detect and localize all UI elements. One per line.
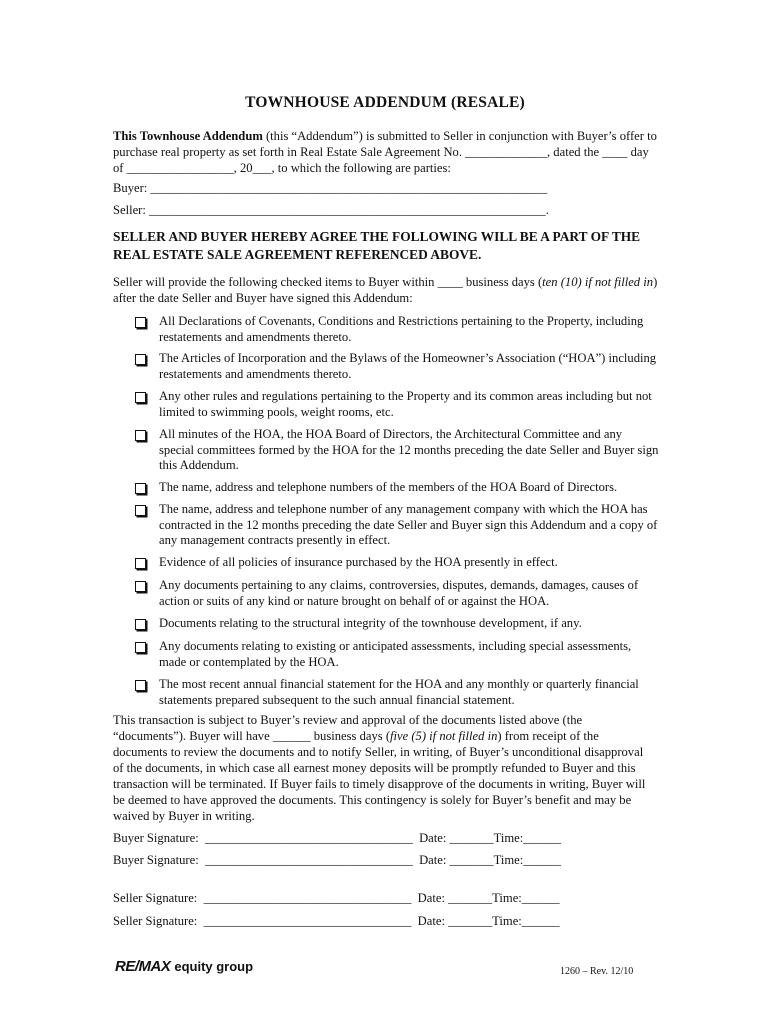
checkbox[interactable] (135, 581, 146, 592)
logo-brand: RE/MAX (115, 958, 171, 975)
checklist-item-text: Any documents relating to existing or anticipated assessments, including special assessments, made or contemplated by the HOA. (159, 639, 632, 669)
checklist-item-text: The most recent annual financial statement for the HOA and any monthly or quarterly financial statements prepared subsequent to the such annual financial statement. (159, 677, 639, 707)
checkbox[interactable] (135, 505, 146, 516)
checklist-item-text: Documents relating to the structural integrity of the townhouse development, if any. (159, 616, 582, 630)
contingency-paragraph (113, 712, 653, 824)
buyer-signature-line[interactable]: Buyer Signature: _________________________________ Date: _______Time:______ (113, 831, 561, 845)
checklist-item-text: The Articles of Incorporation and the Bylaws of the Homeowner’s Association (“HOA”) including restatements and amendments thereto. (159, 351, 657, 381)
checklist-item-text: All Declarations of Covenants, Conditions and Restrictions pertaining to the Property, including restatements and amendments thereto. (159, 314, 644, 344)
revision-label: 1260 – Rev. 12/10 (560, 966, 634, 977)
checkbox[interactable] (135, 558, 146, 569)
checklist-item-text: Any documents pertaining to any claims, controversies, disputes, demands, damages, causes of action or suits of any kind or nature brought on behalf of or against the HOA. (159, 578, 639, 608)
seller-signature-line[interactable]: Seller Signature: _________________________________ Date: _______Time:______ (113, 914, 560, 928)
remax-logo (115, 958, 253, 975)
checkbox[interactable] (135, 619, 146, 630)
checklist-item-text: The name, address and telephone number of any management company with which the HOA has contracted in the 12 months preceding the date Seller and Buyer sign this Addendum and a copy of any management contracts presently in effect. (159, 502, 658, 548)
provide-pre: Seller will provide the following checked items to Buyer within ____ business days ( (113, 275, 543, 289)
contingency-post: ) from receipt of the documents to review the documents and to notify Seller, in writing, of Buyer’s unconditional disapproval of the documents, in which case all earnest money deposits will be promptly refunded to Buyer and this transaction will be terminated. If Buyer fails to timely disapprove of the documents in writing, Buyer will be deemed to have approved the documents. This contingency is solely for Buyer’s benefit and may be waived by Buyer in writing. (113, 729, 646, 823)
provide-italic: ten (10) if not filled in (542, 275, 654, 289)
checklist-item-text: Any other rules and regulations pertaining to the Property and its common areas including but not limited to swimming pools, weight rooms, etc. (159, 389, 652, 419)
buyer-signature-line[interactable]: Buyer Signature: _________________________________ Date: _______Time:______ (113, 853, 561, 867)
checkbox[interactable] (135, 430, 146, 441)
provide-post: ) after the date Seller and Buyer have signed this Addendum: (113, 275, 658, 305)
intro-text: (this “Addendum”) is submitted to Seller in conjunction with Buyer’s offer to purchase real property as set forth in Real Estate Sale Agreement No. _____________, dated the ____ day of _________________, 20___, to which the following are parties: (113, 129, 657, 175)
logo-sub: equity group (174, 959, 254, 974)
checkbox[interactable] (135, 680, 146, 691)
intro-paragraph (113, 128, 658, 176)
checkbox[interactable] (135, 483, 146, 494)
contingency-pre: This transaction is subject to Buyer’s review and approval of the documents listed above (the “documents”). Buyer will have ______ business days ( (113, 713, 583, 743)
checkbox[interactable] (135, 317, 146, 328)
checkbox[interactable] (135, 642, 146, 653)
seller-line: Seller: _______________________________________________________________. (113, 203, 549, 217)
agreement-heading: SELLER AND BUYER HEREBY AGREE THE FOLLOWING WILL BE A PART OF THE REAL ESTATE SALE AGREEMENT REFERENCED ABOVE. (113, 229, 641, 262)
checkbox[interactable] (135, 354, 146, 365)
buyer-line: Buyer: _______________________________________________________________ (113, 181, 548, 195)
checklist-item-text: Evidence of all policies of insurance purchased by the HOA presently in effect. (159, 555, 558, 569)
provide-paragraph (113, 274, 658, 306)
checklist-item-text: The name, address and telephone numbers of the members of the HOA Board of Directors. (159, 480, 618, 494)
intro-bold: This Townhouse Addendum (113, 129, 263, 143)
document-title: TOWNHOUSE ADDENDUM (RESALE) (245, 94, 525, 111)
checklist-item-text: All minutes of the HOA, the HOA Board of Directors, the Architectural Committee and any special committees formed by the HOA for the 12 months preceding the date Seller and Buyer sign this Addendum. (159, 427, 659, 473)
checkbox[interactable] (135, 392, 146, 403)
seller-signature-line[interactable]: Seller Signature: _________________________________ Date: _______Time:______ (113, 891, 560, 905)
contingency-italic: five (5) if not filled in (390, 729, 498, 743)
